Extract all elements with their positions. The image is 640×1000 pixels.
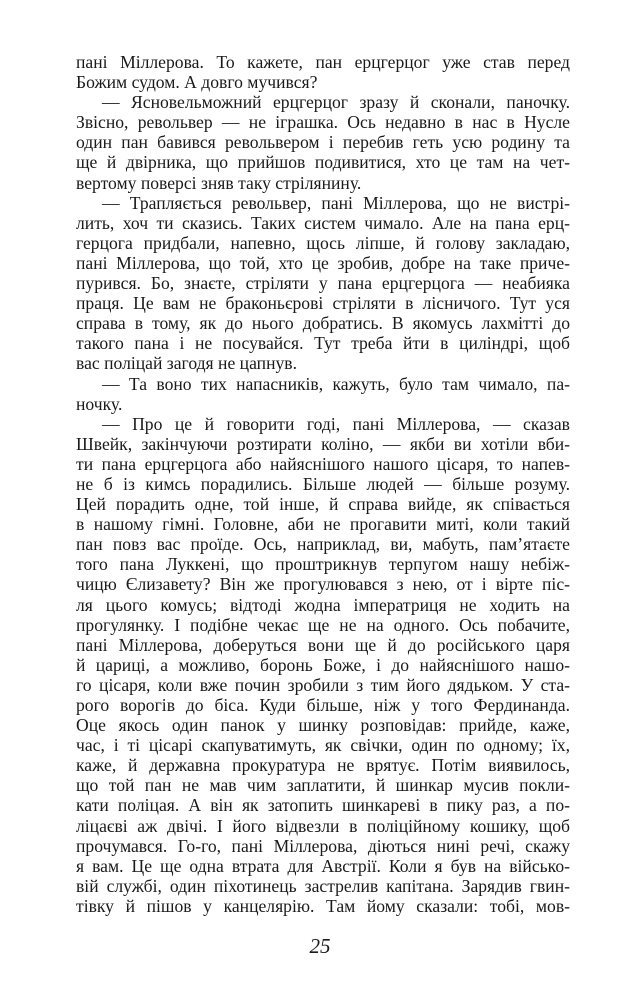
text-line: праця. Це вам не браконьєрові стріляти в лісничого. Тут уся: [76, 293, 570, 314]
text-line: такого пана і не посувайся. Тут треба йти в циліндрі, щоб: [76, 333, 570, 354]
text-line: й цариці, а можливо, боронь Боже, і до найяснішого нашо-: [76, 654, 570, 675]
text-line: ще й двірника, що прийшов подивитися, хто це там на чет-: [76, 152, 570, 173]
text-line: Божим судом. А довго мучився?: [76, 72, 318, 93]
text-line: ліцаєві аж двічі. І його відвезли в поліційному кошику, щоб: [76, 815, 570, 836]
text-line: лить, хоч ти сказись. Таких систем чимало. Але на пана ерц-: [76, 212, 570, 233]
text-line: вій службі, один піхотинець застрелив капітана. Зарядив гвин-: [76, 875, 570, 896]
text-line: Швейк, закінчуючи розтирати коліно, — якби ви хотіли вби-: [76, 433, 570, 454]
text-line: того пана Луккені, що проштрикнув терпугом нашу небіж-: [76, 554, 570, 575]
text-line: пані Міллерова. То кажете, пан ерцгерцог уже став перед: [76, 52, 570, 72]
text-line: — Трапляється револьвер, пані Міллерова, що не вистрі-: [102, 192, 570, 213]
text-line: ночку.: [76, 393, 123, 414]
text-line: Оце якось один панок у шинку розповідав: прийде, каже,: [76, 715, 570, 736]
text-line: ти пана ерцгерцога або найяснішого нашого цісаря, то напев-: [76, 453, 570, 474]
text-line: каже, й державна прокуратура не врятує. Потім виявилось,: [76, 755, 570, 776]
text-line: — Та воно тих напасників, кажуть, було там чимало, па-: [102, 373, 570, 394]
text-line: Звісно, револьвер — не іграшка. Ось недавно в нас в Нусле: [76, 112, 570, 133]
text-line: один пан бавився револьвером і перебив геть усю родину та: [76, 132, 570, 153]
text-line: — Ясновельможний ерцгерцог зразу й сконали, паночку.: [102, 92, 570, 113]
page-body: [76, 52, 570, 916]
text-line: пан повз вас проїде. Ось, наприклад, ви, мабуть, пам’ятаєте: [76, 534, 570, 555]
text-line: вертому поверсі зняв таку стрілянину.: [76, 172, 362, 193]
text-line: кати поліцая. А він як затопить шинкареві в пику раз, а по-: [76, 795, 570, 816]
text-line: не б із кимсь порадились. Більше людей — більше розуму.: [76, 473, 570, 494]
text-line: го цісаря, коли вже почин зробили з тим його дядьком. У ста-: [76, 674, 570, 695]
text-line: герцога придбали, напевно, щось ліпше, й голову закладаю,: [76, 232, 570, 253]
text-line: прочумався. Го-го, пані Міллерова, діються нині речі, скажу: [76, 835, 570, 856]
text-line: я вам. Це ще одна втрата для Австрії. Коли я був на військо-: [76, 855, 570, 876]
text-line: тівку й пішов у канцелярію. Там йому сказали: тобі, мов-: [76, 895, 570, 916]
page-number: 25: [309, 934, 331, 958]
text-line: прогулянку. І подібне чекає ще не на одного. Ось побачите,: [76, 614, 570, 635]
text-line: рого ворогів до біса. Куди більше, ніж у того Фердинанда.: [76, 695, 570, 715]
text-line: пані Міллерова, що той, хто це зробив, добре на таке приче-: [76, 252, 570, 273]
text-line: ля цього комусь; відтоді жодна імператриця не ходить на: [76, 594, 570, 615]
text-line: чицю Єлизавету? Він же прогулювався з нею, от і вірте піс-: [76, 574, 570, 595]
text-line: справа в тому, як до нього добратись. В якомусь лахмітті до: [76, 313, 570, 334]
text-line: пані Міллерова, доберуться вони ще й до російського царя: [76, 634, 570, 655]
text-line: Цей порадить одне, той інше, й справа вийде, як співається: [76, 494, 570, 515]
text-line: що той пан не мав чим заплатити, й шинкар мусив покли-: [76, 775, 570, 796]
text-line: час, і ті цісарі скапуватимуть, як свічки, один по одному; їх,: [76, 735, 570, 756]
text-line: пурився. Бо, знаєте, стріляти у пана ерцгерцога — неабияка: [76, 273, 570, 294]
text-line: в нашому гімні. Головне, аби не прогавити миті, коли такий: [76, 514, 570, 535]
text-line: вас поліцай загодя не цапнув.: [76, 353, 297, 374]
text-line: — Про це й говорити годі, пані Міллерова, — сказав: [102, 413, 570, 434]
